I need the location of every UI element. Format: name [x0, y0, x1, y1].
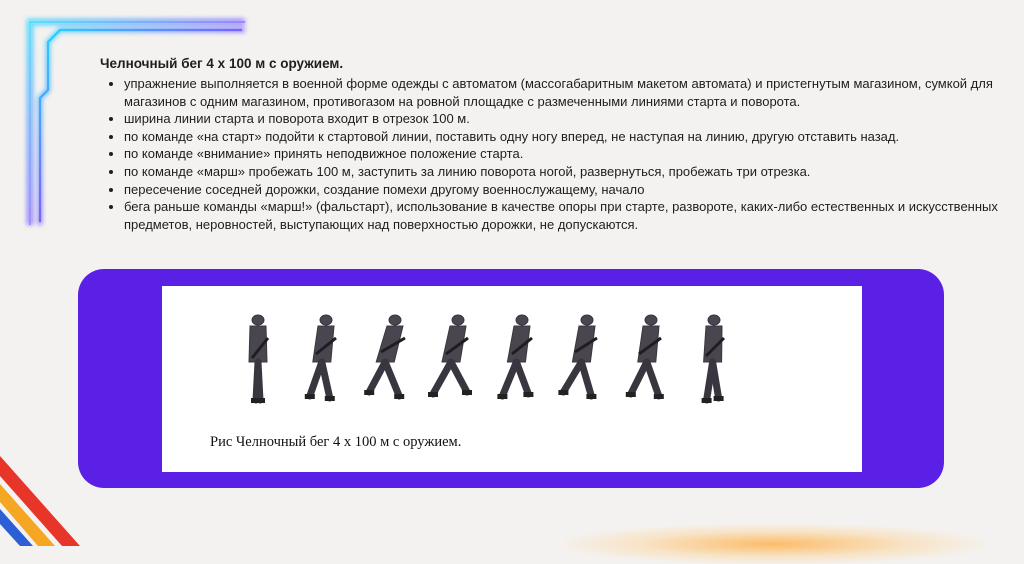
figure-image	[162, 286, 862, 472]
running-soldiers-illustration	[232, 302, 792, 412]
list-item: • упражнение выполняется в военной форме одежды с автоматом (массогабаритным макетом автомата) и пристегнутым магазином, сумкой для магазинов с одним магазином, противогазом на ровной площадке с размеченными линиями старта и поворота.	[124, 75, 1005, 110]
list-item: • бега раньше команды «марш!» (фальстарт), использование в качестве опоры при старте, развороте, каких-либо естественных и искусственных предметов, неровностей, выступающих над поверхностью дорожки, не допускаются.	[124, 198, 1005, 233]
soldier-figure	[497, 315, 533, 399]
list-item: • пересечение соседней дорожки, создание помехи другому военнослужащему, начало	[124, 181, 1005, 199]
list-item: • по команде «на старт» подойти к стартовой линии, поставить одну ногу вперед, не наступая на линию, другую отставить назад.	[124, 128, 1005, 146]
figure-caption: Рис Челночный бег 4 х 100 м с оружием.	[210, 434, 462, 450]
soldier-figure	[305, 315, 336, 401]
soldier-figure	[249, 315, 268, 403]
soldier-figure	[428, 315, 472, 397]
list-item: • по команде «внимание» принять неподвижное положение старта.	[124, 145, 1005, 163]
figure-panel	[78, 269, 944, 488]
list-item: • ширина линии старта и поворота входит в отрезок 100 м.	[124, 110, 1005, 128]
list-item: • по команде «марш» пробежать 100 м, заступить за линию поворота ногой, развернуться, пробежать три отрезка.	[124, 163, 1005, 181]
rules-section	[100, 56, 1005, 233]
bottom-glow-decoration	[564, 524, 984, 564]
soldier-figure	[626, 315, 664, 399]
rules-list	[100, 75, 1005, 233]
soldier-figure	[364, 315, 405, 399]
section-title: Челночный бег 4 х 100 м с оружием.	[100, 56, 344, 71]
soldier-figure	[558, 315, 597, 399]
soldier-figure	[702, 315, 724, 403]
